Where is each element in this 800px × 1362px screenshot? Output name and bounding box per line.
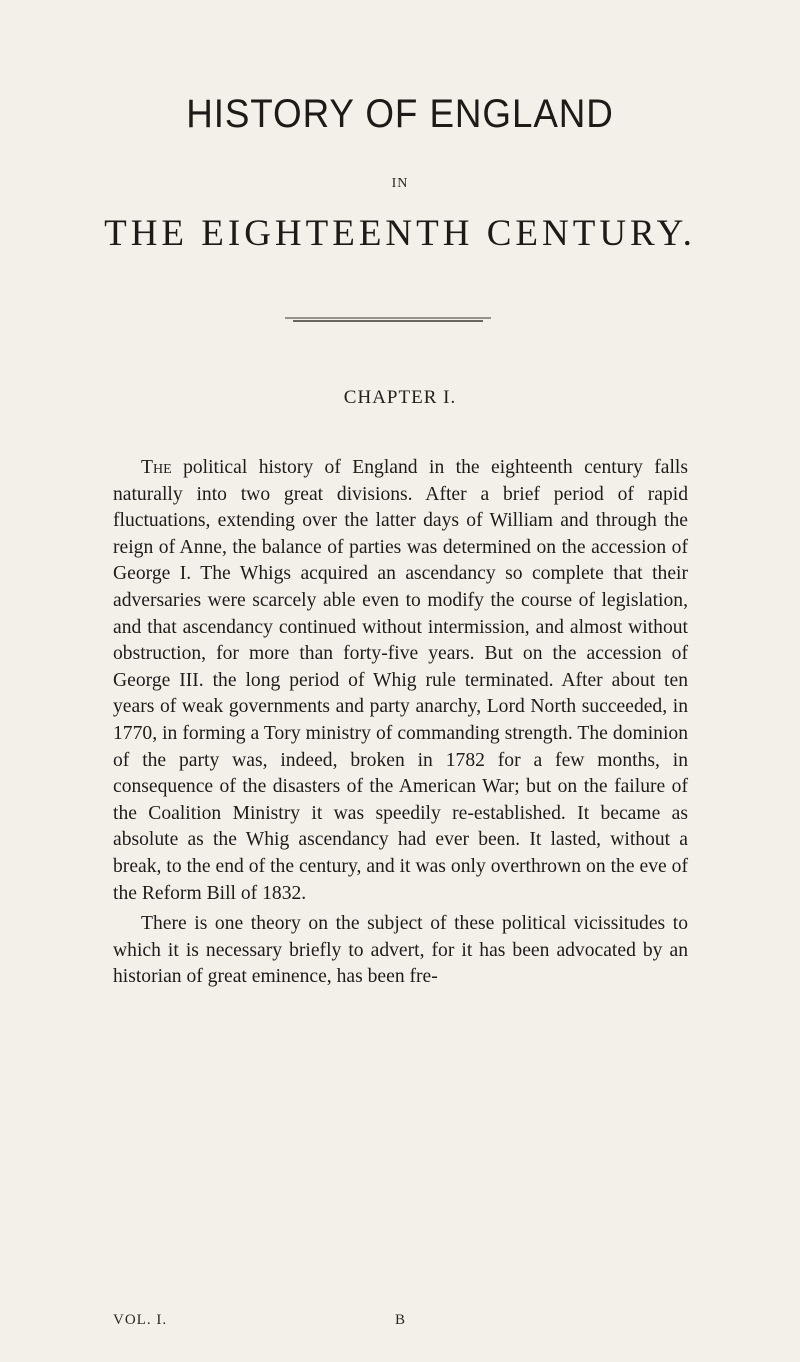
chapter-heading: CHAPTER I. [343,387,457,408]
book-title: HISTORY OF ENGLAND [186,92,614,136]
paragraph-2: There is one theory on the subject of these political vicissitudes to which it is necessary briefly to advert, for it has been advocated by an historian of great eminence, has been fre- [113,913,688,988]
volume-label: VOL. I. [113,1312,168,1328]
title-connector: IN [391,176,409,191]
signature-mark: B [395,1312,406,1328]
body-text [113,455,688,991]
decorative-rule [283,316,493,324]
book-subtitle: THE EIGHTEENTH CENTURY. [104,213,696,254]
paragraph-1-lead: The [141,457,172,478]
paragraph-1 [113,455,688,907]
paragraph-1-text: political history of England in the eighteenth century falls naturally into two great divisions. After a brief period of rapid fluctuations, extending over the latter days of William and through the reign of Anne, the balance of parties was determined on the accession of George I. The Whigs acquired an ascendancy so complete that their adversaries were scarcely able even to modify the course of legislation, and that ascendancy continued without intermission, and almost without obstruction, for more than forty-five years. But on the accession of George III. the long period of Whig rule terminated. After about ten years of weak governments and party anarchy, Lord North succeeded, in 1770, in forming a Tory ministry of commanding strength. The dominion of the party was, indeed, broken in 1782 for a few months, in consequence of the disasters of the American War; but on the failure of the Coalition Ministry it was speedily re-established. It became as absolute as the Whig ascendancy had ever been. It lasted, without a break, to the end of the century, and it was only overthrown on the eve of the Reform Bill of 1832. [113,457,688,904]
